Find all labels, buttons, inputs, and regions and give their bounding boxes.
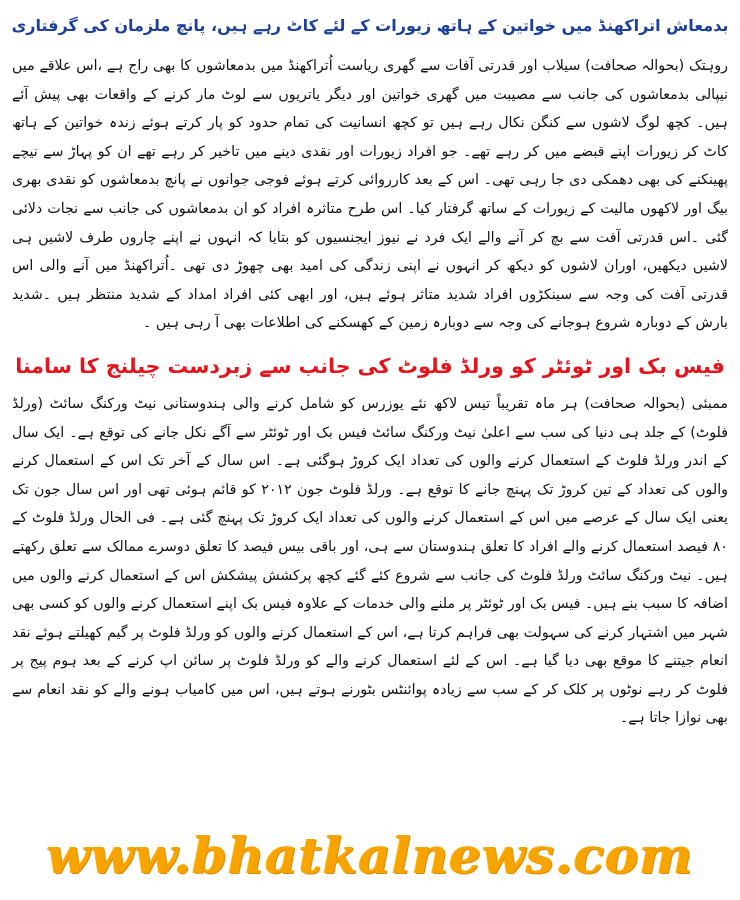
article1-body: روہتک (بحوالہ صحافت) سیلاب اور قدرتی آفات سے گھری ریاست اُتراکھنڈ میں بدمعاشوں کا بھی راج ہے ،اس علاقے میں نیپالی بدمعاشوں کی جانب سے مصیبت میں گھری خواتین اور دیگر یاتریوں سے لوٹ مار کرنے کے واقعات بھی پیش آئے ہیں۔ کچھ لوگ لاشوں سے کنگن نکال رہے ہیں تو کچھ انسانیت کی تمام حدود کو پار کرتے ہوئے زندہ خواتین کے ہاتھ کاٹ کر زیورات اپنے قبضے میں کر رہے تھے۔ جو افراد زیورات اور نقدی دینے میں تاخیر کر رہے تھے ان کو پہاڑ سے نیچے پھینکنے کی بھی دھمکی دی جا رہی تھی۔ اس کے بعد کارروائی کرتے ہوئے فوجی جوانوں نے پانچ بدمعاشوں کو نقدی بھری بیگ اور لاکھوں مالیت کے زیورات کے ساتھ گرفتار کیا۔ اس طرح متاثرہ افراد کو ان بدمعاشوں کی جانب سے نجات دلائی گئی ۔اس قدرتی آفت سے بچ کر آنے والے ایک فرد نے نیوز ایجنسیوں کو بتایا کہ انہوں نے اپنے چاروں طرف لاشیں ہی لاشیں دیکھیں، اوران لاشوں کو دیکھ کر انہوں نے اپنی زندگی کی امید بھی چھوڑ دی تھی ۔اُتراکھنڈ میں آنے والی اس قدرتی آفت کی وجہ سے سینکڑوں افراد شدید متاثر ہوئے ہیں، اور ابھی کئی افراد امداد کے شدید منتظر ہیں ۔شدید بارش کے دوبارہ شروع ہوجانے کی وجہ سے دوبارہ زمین کے کھسکنے کی اطلاعات بھی آ رہی ہیں ۔ — [12, 58, 728, 332]
article1-headline: بدمعاش اتراکھنڈ میں خواتین کے ہاتھ زیورات کے لئے کاٹ رہے ہیں، پانچ ملزمان کی گرفتاری — [11, 16, 729, 35]
article2-headline: فیس بک اور ٹوئٹر کو ورلڈ فلوٹ کی جانب سے زبردست چیلنج کا سامنا — [15, 353, 725, 378]
article2-body: ممبئی (بحوالہ صحافت) ہر ماہ تقریباً تیس لاکھ نئے یوزرس کو شامل کرنے والی ہندوستانی نیٹ ورکنگ سائٹ (ورلڈ فلوٹ) کے جلد ہی دنیا کی سب سے اعلیٰ نیٹ ورکنگ سائٹ فیس بک اور ٹوئٹر سے آگے نکل جانے کی توقع ہے۔ ایک سال کے اندر ورلڈ فلوٹ کے استعمال کرنے والوں کی تعداد ایک کروڑ ہوگئی ہے۔ اس سال کے آخر تک اس کے استعمال کرنے والوں کی تعداد کے تین کروڑ تک پہنچ جانے کا توقع ہے۔ ورلڈ فلوٹ جون ۲۰۱۲ کو قائم ہوئی تھی اور اس سال جون تک یعنی ایک سال کے عرصے میں اس کے استعمال کرنے والوں کی تعداد ایک کروڑ تک پہنچ گئی ہے۔ فی الحال ورلڈ فلوٹ کے ۸۰ فیصد استعمال کرنے والے افراد کا تعلق ہندوستان سے ہی، اور باقی بیس فیصد کا تعلق دوسرے ممالک سے تعلق رکھتے ہیں۔ نیٹ ورکنگ سائٹ ورلڈ فلوٹ کی جانب سے شروع کئے گئے کچھ پرکشش پیشکش اس کے استعمال کرنے والوں میں اضافہ کا سبب بنے ہیں۔ فیس بک اور ٹوئٹر پر ملنے والی خدمات کے علاوہ فیس بک اپنے استعمال کرنے والوں کو کسی بھی شہر میں اشتہار کرنے کی سہولت بھی فراہم کرتا ہے، اس کے استعمال کرنے والوں کو ورلڈ فلوٹ پر گیم کھیلتے ہوئے نقد انعام جیتنے کا موقع بھی دیا گیا ہے۔ اس کے لئے استعمال کرنے والے کو ورلڈ فلوٹ پر سائن اپ کرنے کے بعد ہوم پیج پر فلوٹ کر رہے نوٹوں پر کلک کر کے سب سے زیادہ پوائنٹس بٹورنے ہوتے ہیں، اس میں کامیاب ہونے والے کو نقد انعام سے بھی نوازا جاتا ہے۔ — [12, 395, 728, 727]
website-watermark: www.bhatkalnews.com — [46, 826, 694, 885]
